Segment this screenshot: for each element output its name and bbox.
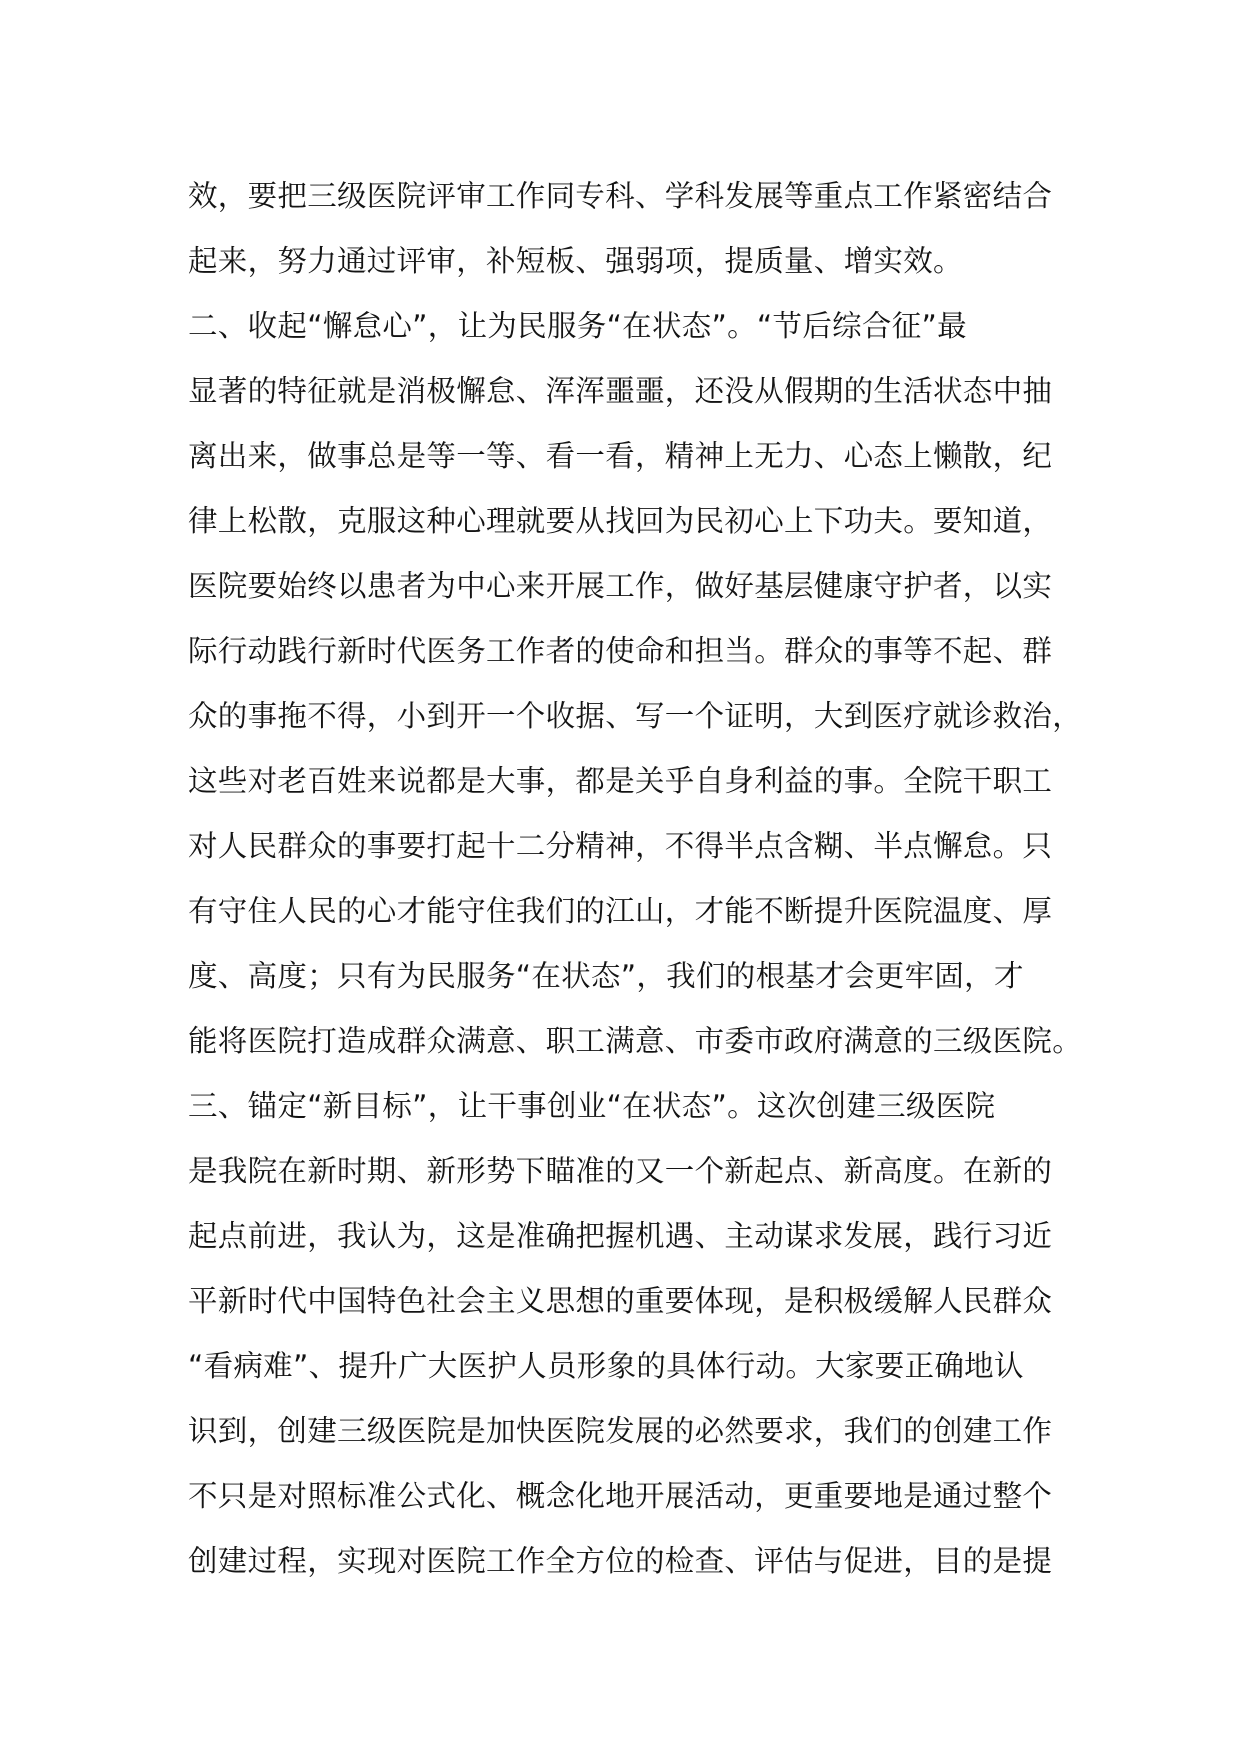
text-line: 平新时代中国特色社会主义思想的重要体现，是积极缓解人民群众: [188, 1284, 1053, 1318]
text-line: 律上松散，克服这种心理就要从找回为民初心上下功夫。要知道，: [188, 504, 1053, 538]
text-line: 不只是对照标准公式化、概念化地开展活动，更重要地是通过整个: [188, 1479, 1053, 1513]
text-line: 起来，努力通过评审，补短板、强弱项，提质量、增实效。: [188, 244, 963, 278]
text-line: 度、高度；只有为民服务“在状态”，我们的根基才会更牢固，才: [188, 959, 1024, 993]
text-line: 效，要把三级医院评审工作同专科、学科发展等重点工作紧密结合: [188, 179, 1053, 213]
text-line: 起点前进，我认为，这是准确把握机遇、主动谋求发展，践行习近: [188, 1219, 1053, 1253]
text-line: 三、锚定“新目标”，让干事创业“在状态”。这次创建三级医院: [188, 1089, 996, 1123]
text-line: 是我院在新时期、新形势下瞄准的又一个新起点、新高度。在新的: [188, 1154, 1053, 1188]
body-text: [188, 164, 1083, 1594]
text-line: 离出来，做事总是等一等、看一看，精神上无力、心态上懒散，纪: [188, 439, 1053, 473]
text-line: 创建过程，实现对医院工作全方位的检查、评估与促进，目的是提: [188, 1544, 1053, 1578]
text-line: 显著的特征就是消极懈怠、浑浑噩噩，还没从假期的生活状态中抽: [188, 374, 1053, 408]
text-line: 能将医院打造成群众满意、职工满意、市委市政府满意的三级医院。: [188, 1024, 1083, 1058]
text-line: 有守住人民的心才能守住我们的江山，才能不断提升医院温度、厚: [188, 894, 1053, 928]
text-line: 医院要始终以患者为中心来开展工作，做好基层健康守护者，以实: [188, 569, 1053, 603]
text-line: 识到，创建三级医院是加快医院发展的必然要求，我们的创建工作: [188, 1414, 1053, 1448]
text-line: 二、收起“懈怠心”，让为民服务“在状态”。“节后综合征”最: [188, 309, 967, 343]
text-line: 这些对老百姓来说都是大事，都是关乎自身利益的事。全院干职工: [188, 764, 1053, 798]
text-line: 际行动践行新时代医务工作者的使命和担当。群众的事等不起、群: [188, 634, 1053, 668]
text-line: “看病难”、提升广大医护人员形象的具体行动。大家要正确地认: [188, 1349, 1024, 1383]
text-line: 对人民群众的事要打起十二分精神，不得半点含糊、半点懈怠。只: [188, 829, 1053, 863]
text-line: 众的事拖不得，小到开一个收据、写一个证明，大到医疗就诊救治，: [188, 699, 1083, 733]
